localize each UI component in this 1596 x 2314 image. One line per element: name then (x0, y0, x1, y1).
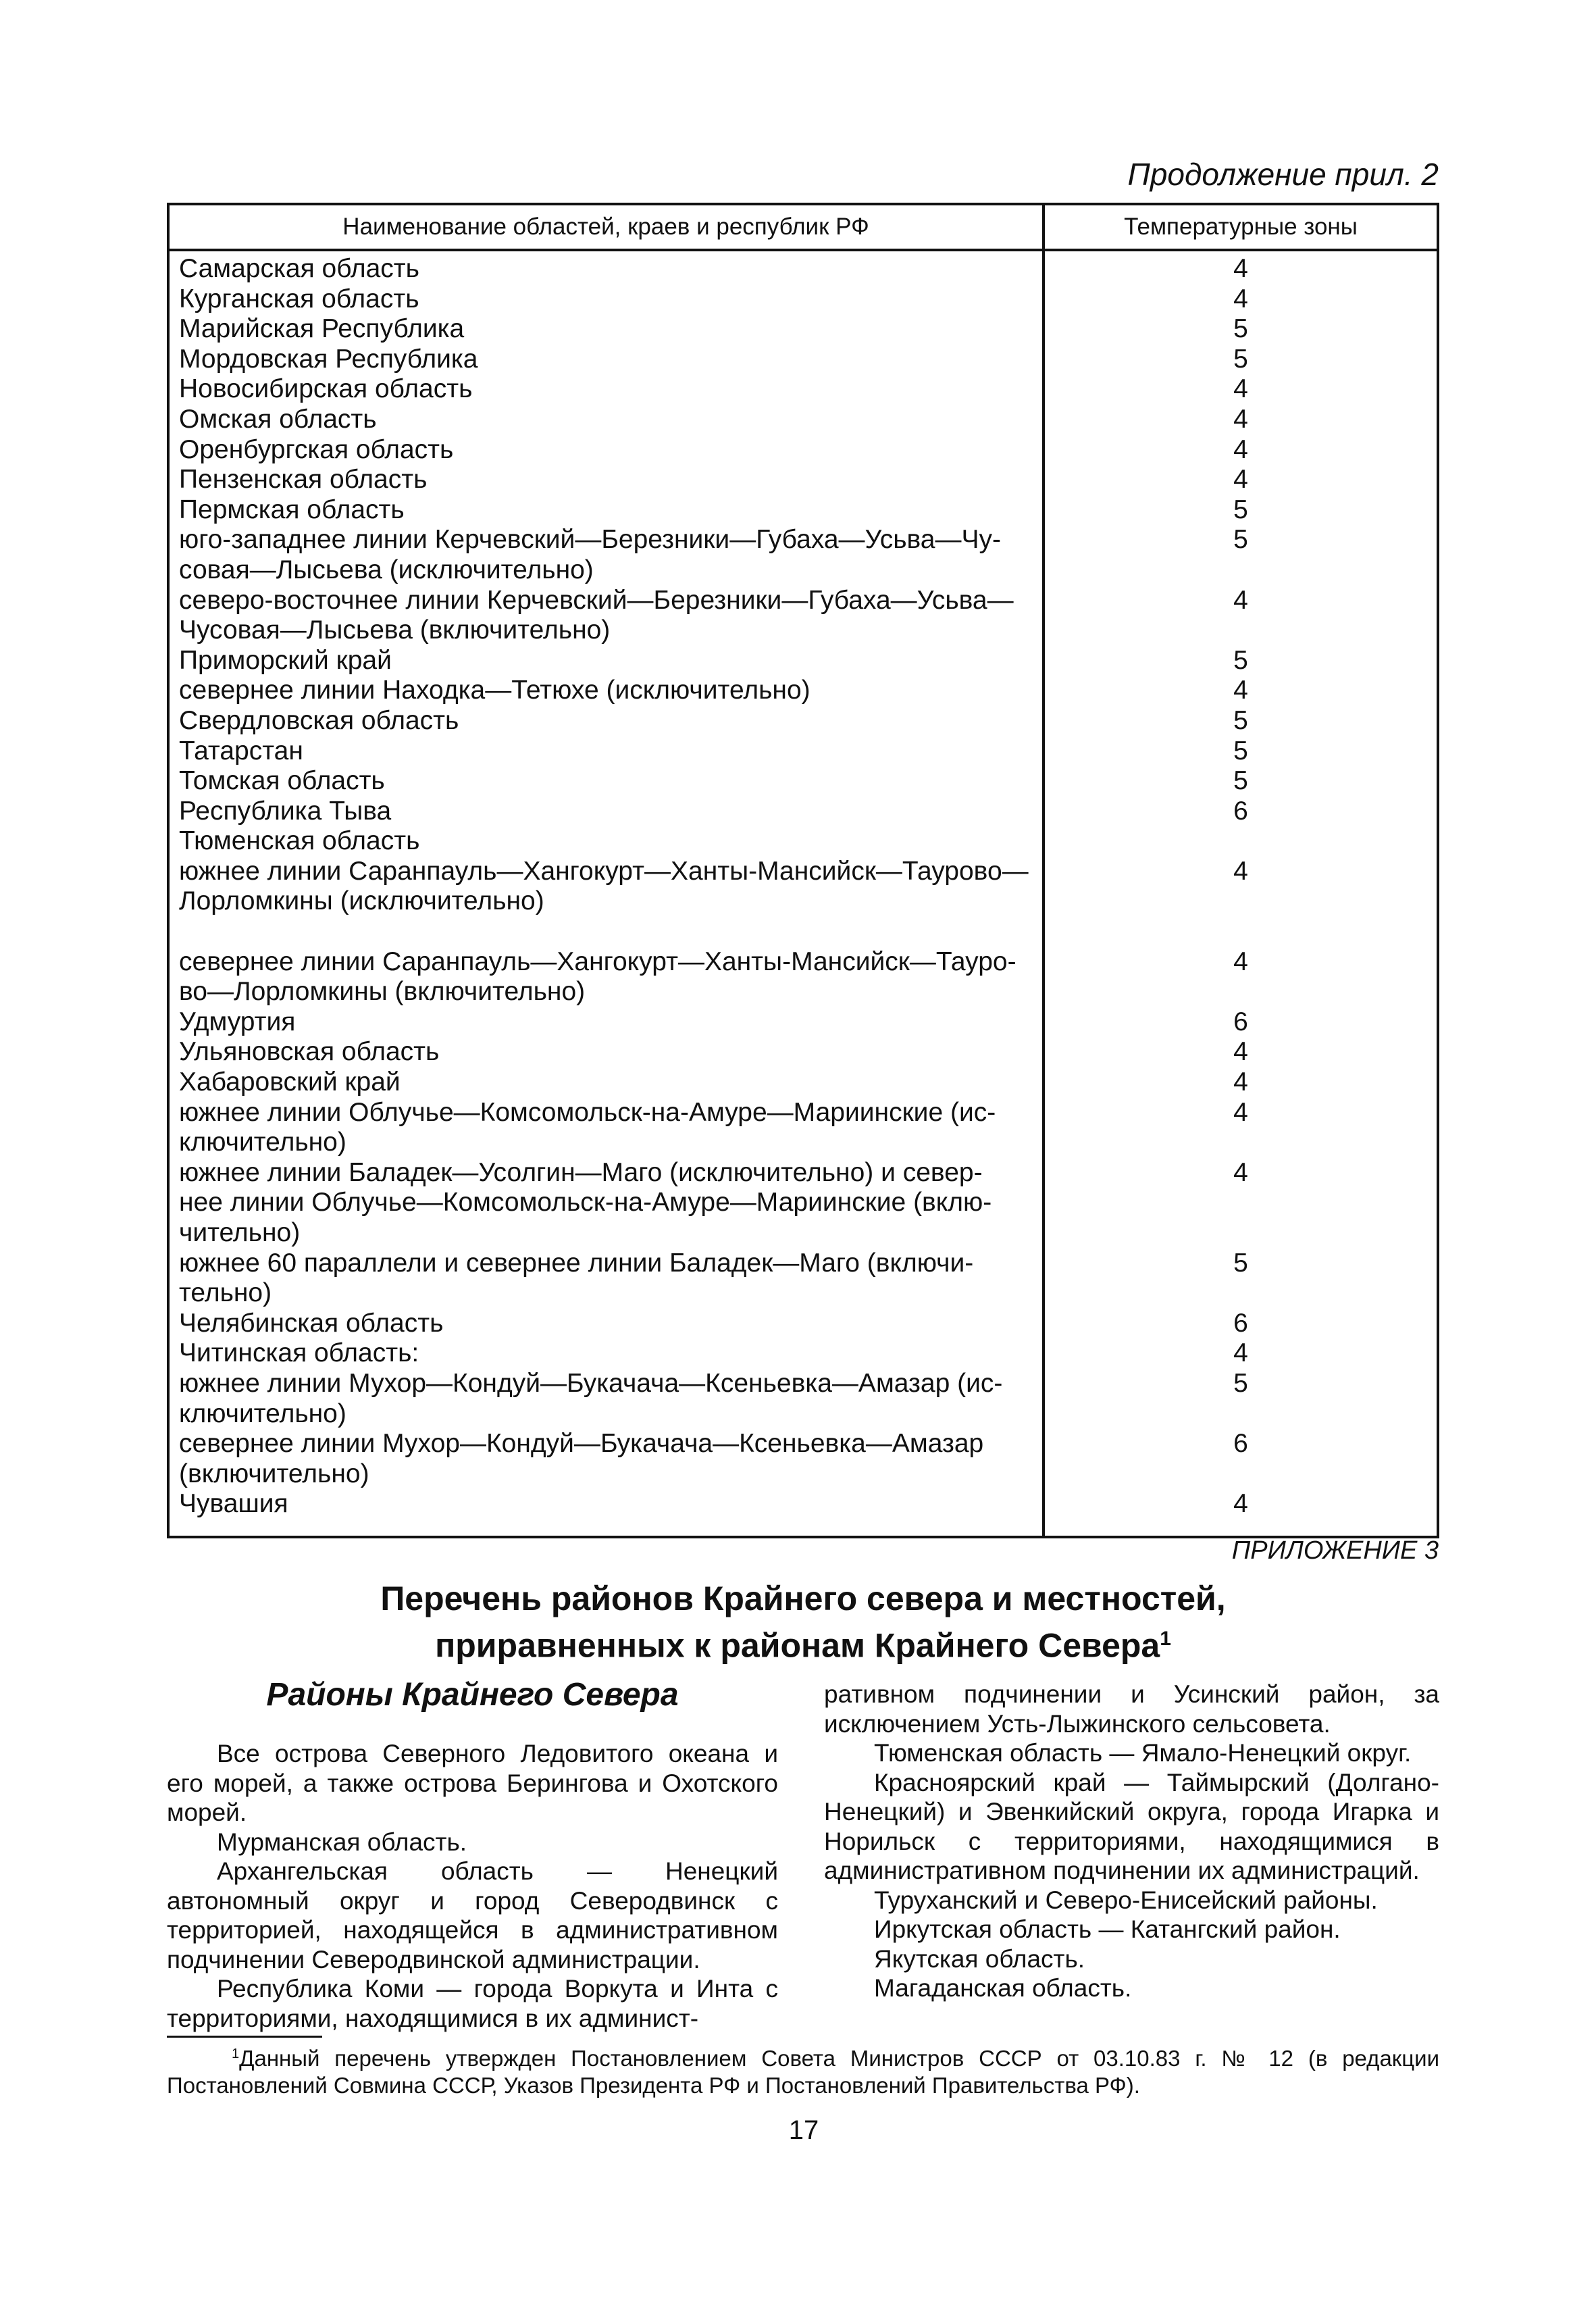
zone-cell (1045, 826, 1437, 857)
zone-cell: 5 (1233, 1368, 1248, 1398)
zone-cell: 5 (1233, 1248, 1248, 1278)
zone-cell (1045, 555, 1437, 586)
page-title (167, 1578, 1439, 1666)
region-name-cell: Пермская область (179, 495, 405, 524)
region-name-cell: Татарстан (179, 736, 303, 765)
footnote (167, 2040, 1439, 2099)
region-name-cell: Свердловская область (179, 705, 459, 735)
zone-cell: 4 (1233, 465, 1248, 495)
right-paragraph: Туруханский и Северо-Енисейский районы. (874, 1886, 1378, 1914)
region-name-cell: Томская область (179, 766, 385, 796)
zone-cell (1045, 1278, 1437, 1309)
zone-column (1045, 251, 1437, 1536)
region-name-cell: Пензенская область (179, 465, 428, 495)
zone-cell: 6 (1233, 1429, 1248, 1459)
region-name-cell: чительно) (179, 1218, 301, 1247)
region-name-cell: южнее линии Облучье—Комсомольск-на-Амуре—Мариинские (ис- (179, 1097, 996, 1127)
zone-cell: 4 (1233, 1037, 1248, 1067)
zone-cell (1045, 1218, 1437, 1249)
region-name-cell: Республика Тыва (179, 796, 392, 826)
right-paragraph: Магаданская область. (874, 1974, 1132, 2002)
left-paragraph: Республика Коми — города Воркута и Инта с территориями, находящимися в их админист- (167, 1975, 778, 2032)
region-name-cell: (включительно) (179, 1459, 369, 1488)
zone-cell: 4 (1233, 1097, 1248, 1127)
table-spacer (179, 917, 1042, 947)
region-name-cell: Новосибирская область (179, 374, 473, 404)
zone-cell: 4 (1233, 254, 1248, 283)
region-name-cell: нее линии Облучье—Комсомольск-на-Амуре—Мариинские (вклю- (179, 1188, 992, 1217)
region-name-cell: тельно) (179, 1278, 272, 1308)
region-name-cell: ключительно) (179, 1399, 346, 1428)
left-paragraph: Все острова Северного Ледовитого океана и его морей, а также острова Берингова и Охотского морей. (167, 1740, 778, 1826)
header-region-name: Наименование областей, краев и республик РФ (170, 205, 1045, 249)
region-name-cell: Мордовская Республика (179, 344, 478, 374)
zone-cell: 4 (1233, 1157, 1248, 1187)
region-name-cell: Чувашия (179, 1489, 288, 1519)
region-name-cell: Курганская область (179, 284, 419, 313)
region-name-cell: Ульяновская область (179, 1037, 440, 1067)
zone-cell: 4 (1233, 856, 1248, 886)
zone-cell: 6 (1233, 796, 1248, 826)
region-name-cell: южнее линии Саранпауль—Хангокурт—Ханты-Мансийск—Таурово— (179, 856, 1029, 886)
zone-cell (1045, 1128, 1437, 1158)
title-line-1: Перечень районов Крайнего севера и местностей, (380, 1580, 1226, 1617)
region-name-cell: южнее линии Мухор—Кондуй—Букачача—Ксеньевка—Амазар (ис- (179, 1368, 1003, 1398)
region-name-cell: севернее линии Мухор—Кондуй—Букачача—Ксеньевка—Амазар (179, 1429, 984, 1459)
zone-cell (1045, 1459, 1437, 1490)
zone-cell: 4 (1233, 284, 1248, 313)
zone-cell: 4 (1233, 585, 1248, 615)
zone-cell: 5 (1233, 645, 1248, 675)
appendix-label: ПРИЛОЖЕНИЕ 3 (1231, 1536, 1439, 1565)
zone-cell (1045, 917, 1437, 947)
zone-cell: 5 (1233, 736, 1248, 765)
region-name-cell: Омская область (179, 404, 377, 434)
zone-cell: 5 (1233, 766, 1248, 796)
table-body (170, 251, 1437, 1536)
page-number: 17 (788, 2115, 819, 2145)
temperature-zones-table (167, 203, 1439, 1538)
right-paragraph: Якутская область. (874, 1944, 1085, 1973)
section-heading: Районы Крайнего Севера (266, 1677, 679, 1713)
region-name-cell: Марийская Республика (179, 314, 465, 344)
zone-cell: 4 (1233, 404, 1248, 434)
continuation-label: Продолжение прил. 2 (1127, 157, 1439, 192)
zone-cell (1045, 1188, 1437, 1218)
zone-cell: 4 (1233, 1067, 1248, 1097)
zone-cell: 4 (1233, 374, 1248, 404)
zone-cell (1045, 1399, 1437, 1430)
region-name-cell: Удмуртия (179, 1007, 296, 1036)
region-name-cell: Оренбургская область (179, 434, 454, 464)
region-name-cell: Читинская область: (179, 1338, 419, 1368)
right-text-column (824, 1680, 1439, 2003)
zone-cell: 6 (1233, 1308, 1248, 1338)
region-name-cell: Самарская область (179, 254, 419, 283)
title-footnote-mark: 1 (1160, 1628, 1171, 1650)
zone-cell (1045, 615, 1437, 646)
region-name-cell: Чусовая—Лысьева (включительно) (179, 615, 611, 645)
region-name-cell: Тюменская область (179, 826, 420, 856)
zone-cell: 6 (1233, 1007, 1248, 1036)
region-name-cell: северо-восточнее линии Керчевский—Березники—Губаха—Усьва— (179, 585, 1014, 615)
table-header (170, 205, 1437, 251)
region-name-cell: севернее линии Находка—Тетюхе (исключительно) (179, 676, 810, 705)
region-name-cell: южнее линии Баладек—Усолгин—Маго (исключительно) и север- (179, 1157, 983, 1187)
region-name-cell: Хабаровский край (179, 1067, 401, 1097)
right-paragraph: ративном подчинении и Усинский район, за исключением Усть-Лыжинского сельсовета. (824, 1680, 1439, 1738)
zone-cell: 5 (1233, 344, 1248, 374)
title-line-2-wrap (167, 1619, 1439, 1666)
left-paragraph: Мурманская область. (217, 1828, 467, 1856)
zone-cell: 4 (1233, 1338, 1248, 1368)
region-name-cell: Приморский край (179, 645, 392, 675)
zone-cell (1045, 886, 1437, 917)
region-name-cell: ключительно) (179, 1128, 346, 1157)
right-paragraph: Красноярский край — Таймырский (Долгано-Ненецкий) и Эвенкийский округа, города Игарка и Норильск с территориями, находящимися в административном подчинении их администраций. (824, 1768, 1439, 1884)
zone-cell: 4 (1233, 434, 1248, 464)
zone-cell (1045, 977, 1437, 1007)
footnote-mark: 1 (232, 2046, 240, 2061)
region-name-cell: во—Лорломкины (включительно) (179, 977, 586, 1007)
zone-cell: 4 (1233, 676, 1248, 705)
title-line-2: приравненных к районам Крайнего Севера (435, 1626, 1160, 1665)
footnote-divider (167, 2036, 322, 2038)
zone-cell: 4 (1233, 1489, 1248, 1519)
zone-cell: 5 (1233, 314, 1248, 344)
region-name-column (170, 251, 1045, 1536)
header-temperature-zone: Температурные зоны (1124, 213, 1358, 240)
zone-cell: 5 (1233, 525, 1248, 555)
left-text-column (167, 1676, 778, 2033)
region-name-cell: южнее 60 параллели и севернее линии Баладек—Маго (включи- (179, 1248, 974, 1278)
zone-cell: 5 (1233, 495, 1248, 524)
right-paragraph: Тюменская область — Ямало-Ненецкий округ. (874, 1739, 1412, 1767)
left-paragraph: Архангельская область — Ненецкий автономный округ и город Северодвинск с территорией, находящейся в административном подчинении Северодвинской администрации. (167, 1857, 778, 1973)
zone-cell: 5 (1233, 705, 1248, 735)
region-name-cell: севернее линии Саранпауль—Хангокурт—Ханты-Мансийск—Тауро- (179, 947, 1016, 976)
region-name-cell: совая—Лысьева (исключительно) (179, 555, 594, 584)
region-name-cell: Лорломкины (исключительно) (179, 886, 544, 916)
region-name-cell: юго-западнее линии Керчевский—Березники—Губаха—Усьва—Чу- (179, 525, 1001, 555)
region-name-cell: Челябинская область (179, 1308, 444, 1338)
footnote-text: Данный перечень утвержден Постановлением Совета Министров СССР от 03.10.83 г. № 12 (в редакции Постановлений Совмина СССР, Указов Президента РФ и Постановлений Правительства РФ). (167, 2046, 1439, 2098)
right-paragraph: Иркутская область — Катангский район. (874, 1915, 1341, 1943)
zone-cell: 4 (1233, 947, 1248, 976)
